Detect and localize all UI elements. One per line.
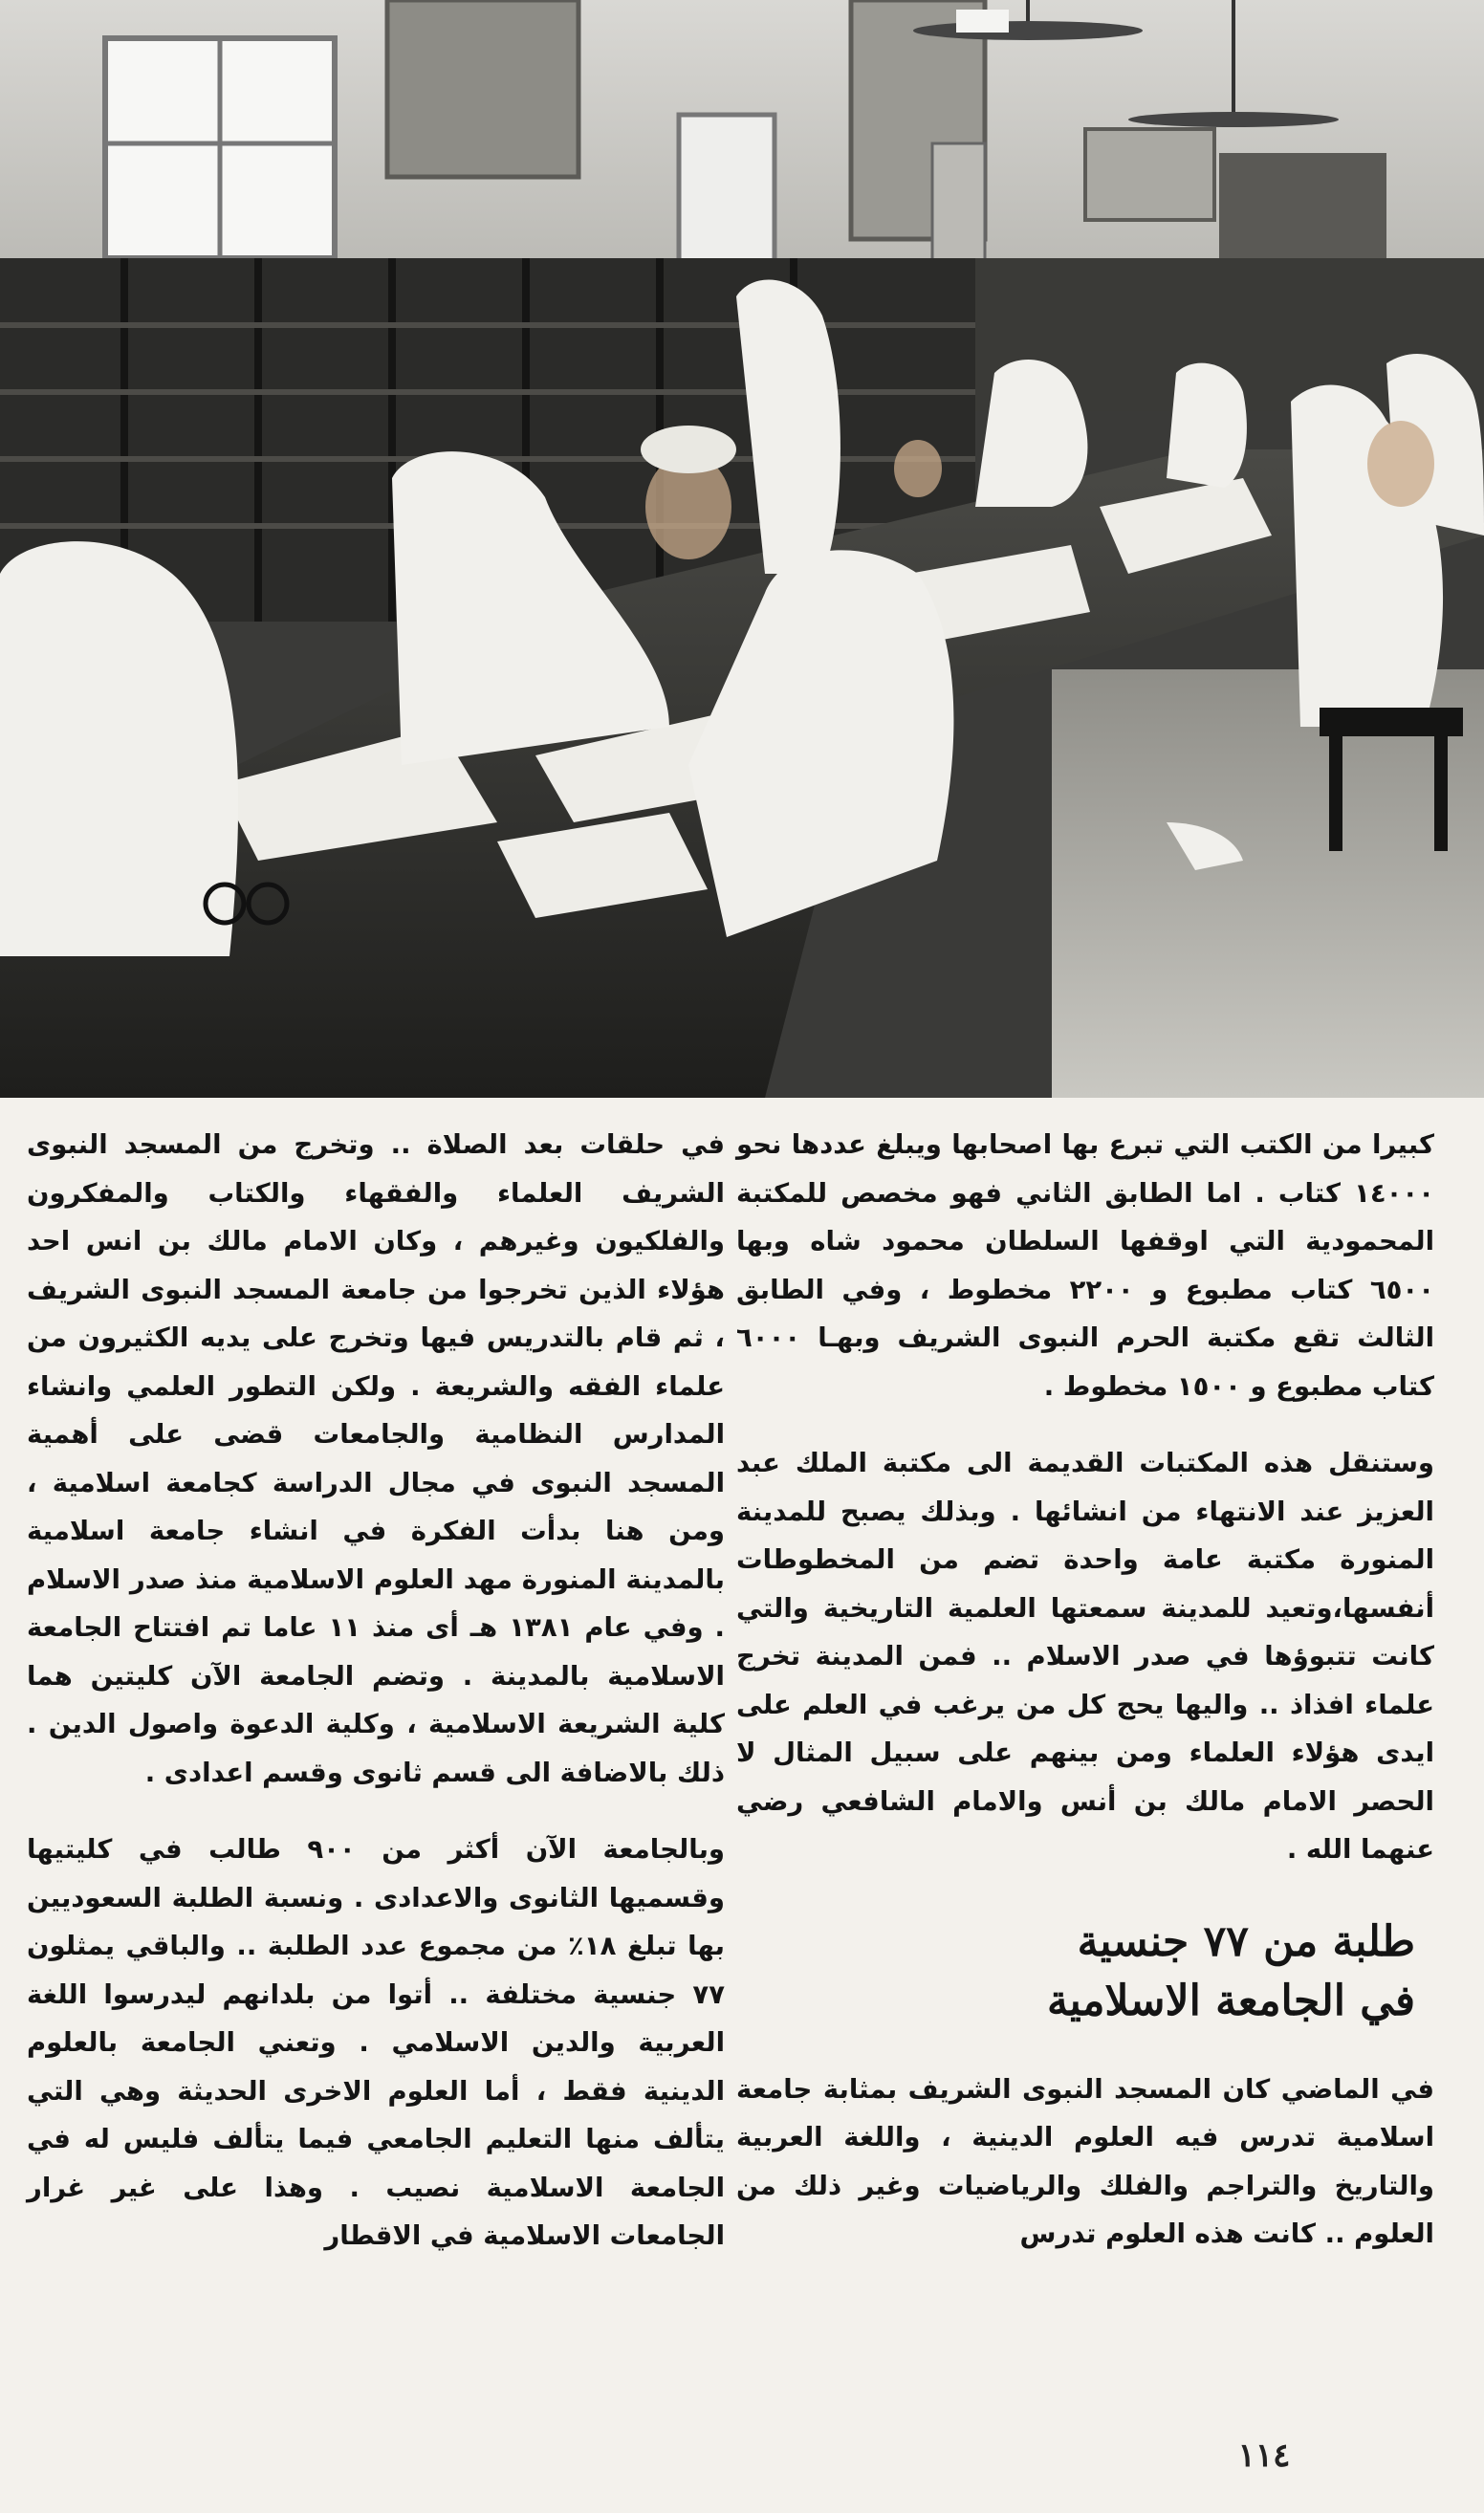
right-column	[736, 1121, 1434, 2259]
page-number: ١١٤	[1237, 2437, 1291, 2475]
left-paragraph-2: وبالجامعة الآن أكثر من ٩٠٠ طالب في كليتيها وقسميها الثانوى والاعدادى . ونسبة الطلبة السعوديين بها تبلغ ١٨٪ من مجموع عدد الطلبة .. والباقي يمثلون ٧٧ جنسية مختلفة .. أتوا من بلدانهم ليدرسوا اللغة العربية والدين الاسلامي . وتعني الجامعة بالعلوم الدينية فقط ، أما العلوم الاخرى الحديثة وهي التي يتألف منها التعليم الجامعي فيما يتألف فليس له في الجامعة الاسلامية نصيب . وهذا على غير غرار الجامعات الاسلامية في الاقطار	[27, 1834, 726, 2251]
left-paragraph-1: في حلقات بعد الصلاة .. وتخرج من المسجد النبوى الشريف العلماء والفقهاء والكتاب والمفكرون والفلكيون وغيرهم ، وكان الامام مالك بن انس احد هؤلاء الذين تخرجوا من جامعة المسجد النبوى الشريف ، ثم قام بالتدريس فيها وتخرج على يديه الكثيرون من علماء الفقه والشريعة . ولكن التطور العلمي وانشاء المدارس النظامية والجامعات قضى على أهمية المسجد النبوى في مجال الدراسة كجامعة اسلامية ، ومن هنا بدأت الفكرة في انشاء جامعة اسلامية بالمدينة المنورة مهد العلوم الاسلامية منذ صدر الاسلام . وفي عام ١٣٨١ هـ أى منذ ١١ عاما تم افتتاح الجامعة الاسلامية بالمدينة . وتضم الجامعة الآن كليتين هما كلية الشريعة الاسلامية ، وكلية الدعوة واصول الدين . ذلك بالاضافة الى قسم ثانوى وقسم اعدادى .	[27, 1129, 725, 1788]
library-photo	[0, 0, 1484, 1098]
right-paragraph-1: كبيرا من الكتب التي تبرع بها اصحابها ويبلغ عددها نحو ١٤٠٠٠ كتاب . اما الطابق الثاني فهو مخصص للمكتبة المحمودية التي اوقفها السلطان محمود شاه وبها ٦٥٠٠ كتاب مطبوع و ٢٢٠٠ مخطوط ، وفي الطابق الثالث تقع مكتبة الحرم النبوى الشريف وبهـا ٦٠٠٠ كتاب مطبوع و ١٥٠٠ مخطوط .	[736, 1129, 1434, 1402]
section-heading-line-2: في الجامعة الاسلامية	[1046, 1976, 1415, 2025]
section-heading-line-1: طلبة من ٧٧ جنسية	[1077, 1916, 1415, 1966]
library-photo-illustration	[0, 0, 1484, 1098]
right-paragraph-2: وستنقل هذه المكتبات القديمة الى مكتبة الملك عبد العزيز عند الانتهاء من انشائها . وبذلك يصبح للمدينة المنورة مكتبة عامة واحدة تضم من المخطوطات أنفسها،وتعيد للمدينة سمعتها العلمية التاريخية والتي كانت تتبوؤها في صدر الاسلام .. فمن المدينة تخرج علماء افذاذ .. واليها يحج كل من يرغب في العلم على ايدى هؤلاء العلماء ومن بينهم على سبيل المثال لا الحصر الامام مالك بن أنس والامام الشافعي رضي عنهما الله .	[736, 1448, 1434, 1865]
section-heading	[736, 1912, 1434, 2031]
right-paragraph-3: في الماضي كان المسجد النبوى الشريف بمثابة جامعة اسلامية تدرس فيه العلوم الدينية ، واللغة العربية والتاريخ والتراجم والفلك والرياضيات وغير ذلك من العلوم .. كانت هذه العلوم تدرس	[736, 2073, 1434, 2249]
left-column	[27, 1121, 725, 2261]
